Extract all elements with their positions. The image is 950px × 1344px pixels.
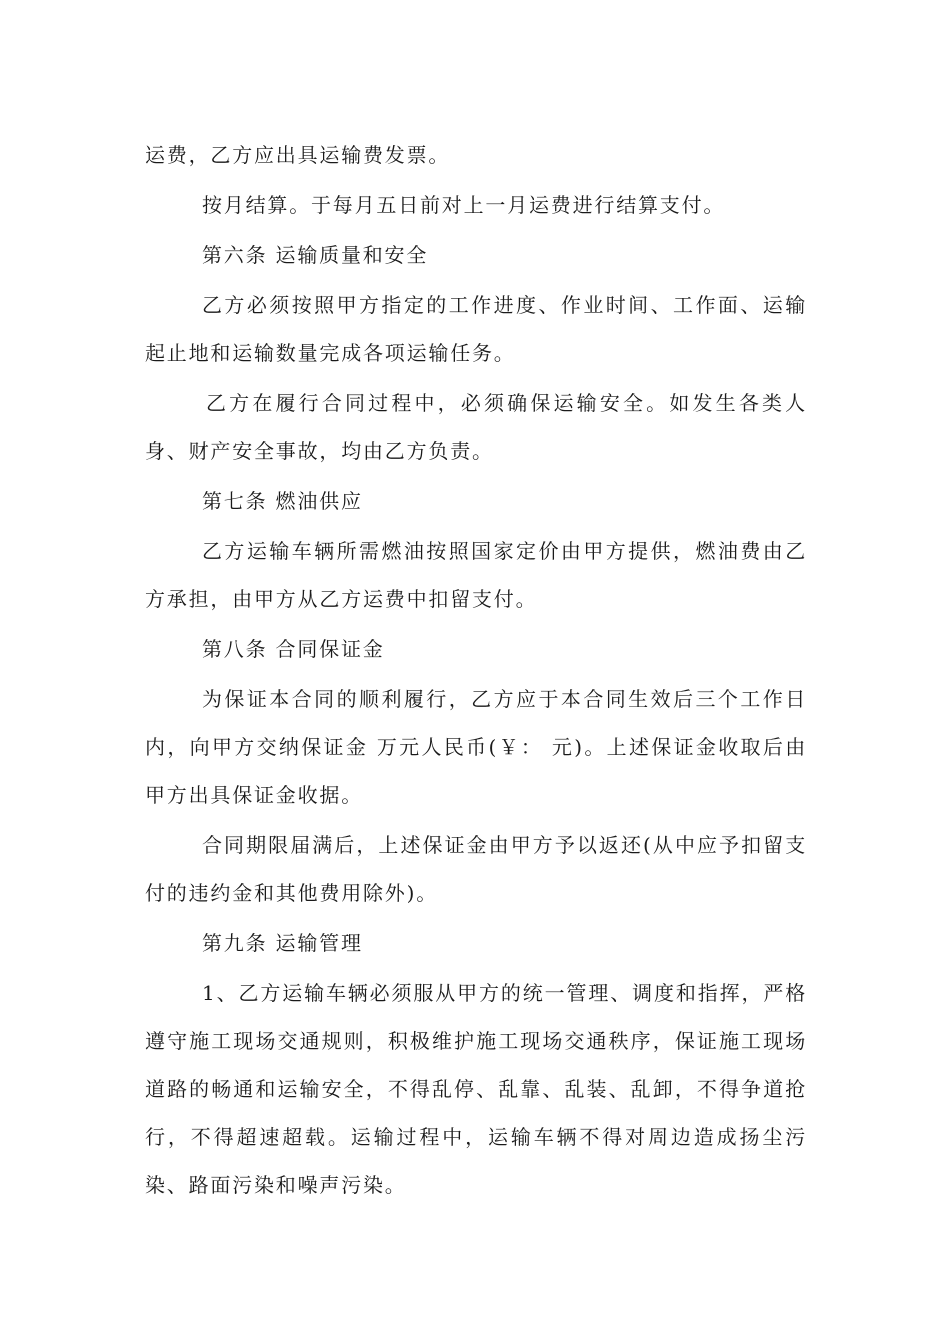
document-body [145, 131, 807, 1211]
heading-article-6: 第六条 运输质量和安全 [202, 243, 429, 267]
paragraph-transport-management-1: 1、乙方运输车辆必须服从甲方的统一管理、调度和指挥，严格遵守施工现场交通规则，积极维护施工现场交通秩序，保证施工现场道路的畅通和运输安全，不得乱停、乱靠、乱装、乱卸，不得争道抢行，不得超速超载。运输过程中，运输车辆不得对周边造成扬尘污染、路面污染和噪声污染。 [145, 981, 807, 1197]
paragraph-deposit-payment: 为保证本合同的顺利履行，乙方应于本合同生效后三个工作日内，向甲方交纳保证金 万元人民币(￥： 元)。上述保证金收取后由甲方出具保证金收据。 [145, 687, 807, 807]
paragraph-transport-safety: 乙方在履行合同过程中，必须确保运输安全。如发生各类人身、财产安全事故，均由乙方负责。 [145, 391, 807, 463]
paragraph-deposit-refund: 合同期限届满后，上述保证金由甲方予以返还(从中应予扣留支付的违约金和其他费用除外)。 [145, 833, 807, 905]
heading-article-7: 第七条 燃油供应 [202, 489, 363, 513]
paragraph-transport-tasks: 乙方必须按照甲方指定的工作进度、作业时间、工作面、运输起止地和运输数量完成各项运输任务。 [145, 293, 807, 365]
heading-article-8: 第八条 合同保证金 [202, 637, 385, 661]
paragraph-monthly-settlement: 按月结算。于每月五日前对上一月运费进行结算支付。 [202, 193, 726, 217]
paragraph-fuel-supply: 乙方运输车辆所需燃油按照国家定价由甲方提供，燃油费由乙方承担，由甲方从乙方运费中扣留支付。 [145, 539, 807, 611]
paragraph-freight-invoice: 运费，乙方应出具运输费发票。 [145, 143, 451, 167]
heading-article-9: 第九条 运输管理 [202, 931, 363, 955]
